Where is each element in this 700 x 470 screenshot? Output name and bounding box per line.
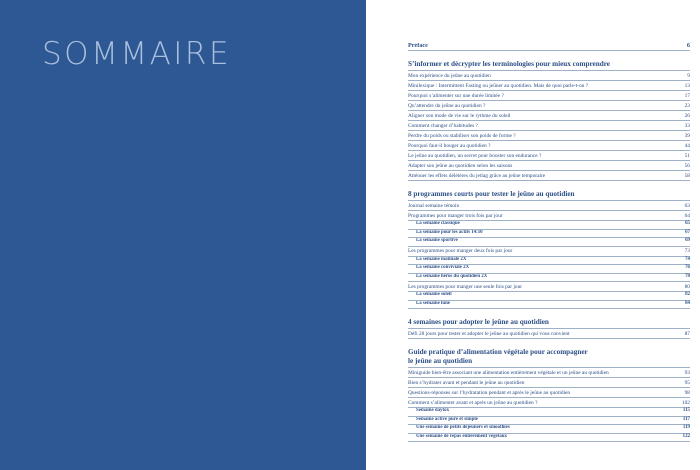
toc-section-title: [408, 190, 690, 201]
toc-section-title: [408, 348, 690, 368]
toc-entry-page: 80: [684, 283, 690, 290]
table-of-contents: [408, 40, 690, 442]
toc-entry[interactable]: [408, 141, 690, 151]
toc-entry-page: 39: [684, 132, 690, 139]
toc-entry-label: Qu’attendre du jeûne au quotidien ?: [408, 102, 486, 109]
toc-entry-label: Atténuer les effets délétères du jetlag grâce au jeûne temporaire: [408, 172, 546, 179]
toc-entry-page: 17: [684, 92, 690, 99]
toc-entry-page: 102: [681, 399, 690, 406]
toc-entry-label: Semaine active pure et simple: [416, 416, 478, 422]
toc-entry[interactable]: [408, 282, 690, 292]
toc-section-title-line: 8 programmes courts pour tester le jeûne au quotidien: [408, 190, 575, 198]
toc-entry-page: 76: [685, 265, 690, 271]
toc-entry[interactable]: [408, 388, 690, 398]
toc-entry[interactable]: [408, 329, 690, 339]
toc-entry-page: 56: [684, 162, 690, 169]
toc-entry[interactable]: [408, 81, 690, 91]
toc-entry-label: Programmes pour manger trois fois par jour: [408, 212, 503, 219]
toc-entry[interactable]: [408, 151, 690, 161]
toc-entry-page: 64: [684, 212, 690, 219]
toc-entry-page: 117: [682, 416, 690, 422]
toc-entry-page: 58: [684, 172, 690, 179]
toc-entry[interactable]: [408, 247, 690, 257]
toc-subentry[interactable]: [408, 257, 690, 266]
toc-entry-label: Bien s’hydrater avant et pendant le jeûne au quotidien: [408, 379, 525, 386]
toc-entry-page: 65: [685, 221, 690, 227]
toc-entry[interactable]: [408, 398, 690, 408]
toc-entry-page: 67: [685, 229, 690, 235]
toc-entry-label: Les programmes pour manger une seule fois par jour: [408, 283, 523, 290]
toc-entry-page: 82: [685, 292, 690, 298]
toc-subentry[interactable]: [408, 292, 690, 301]
toc-subentry[interactable]: [408, 221, 690, 230]
toc-entry-label: La semaine pour les actifs 14:10: [416, 229, 483, 235]
toc-entry-label: Pourquoi s’alimenter sur une durée limitée ?: [408, 92, 504, 99]
toc-entry-page: 51: [684, 152, 690, 159]
page-title: SOMMAIRE: [42, 36, 232, 72]
toc-entry-page: 23: [684, 102, 690, 109]
toc-section-title-line: 4 semaines pour adopter le jeûne au quotidien: [408, 318, 549, 326]
toc-section-title-line: le jeûne au quotidien: [408, 357, 473, 365]
toc-entry[interactable]: [408, 101, 690, 111]
toc-entry[interactable]: [408, 171, 690, 181]
toc-entry-label: Semaine daytox: [416, 408, 450, 414]
toc-entry[interactable]: [408, 121, 690, 131]
toc-subentry[interactable]: [408, 425, 690, 434]
toc-entry-label: La semaine sportive: [416, 238, 458, 244]
toc-entry-page: 63: [684, 202, 690, 209]
toc-entry-page: 33: [684, 122, 690, 129]
toc-entry-page: 84: [685, 300, 690, 306]
toc-entry-page: 78: [685, 273, 690, 279]
toc-subentry[interactable]: [408, 274, 690, 283]
toc-entry-label: La semaine conviviale 2X: [416, 265, 470, 271]
toc-entry-label: Préface: [408, 42, 428, 49]
toc-entry[interactable]: [408, 71, 690, 81]
toc-entry[interactable]: [408, 211, 690, 221]
toc-section-title-line: Guide pratique d’alimentation végétale pour accompagner: [408, 348, 588, 356]
toc-entry-page: 9: [687, 72, 690, 79]
toc-entry-preface[interactable]: [408, 40, 690, 51]
toc-entry-label: Journal semaine témoin: [408, 202, 460, 209]
toc-subentry[interactable]: [408, 434, 690, 443]
toc-subentry[interactable]: [408, 230, 690, 239]
toc-entry[interactable]: [408, 201, 690, 211]
toc-entry[interactable]: [408, 131, 690, 141]
toc-entry-page: 122: [682, 433, 690, 439]
toc-entry-page: 73: [684, 248, 690, 255]
toc-entry-page: 69: [685, 238, 690, 244]
toc-entry-page: 115: [682, 408, 690, 414]
toc-entry-label: La semaine lune: [416, 300, 450, 306]
toc-entry-label: La semaine héros du quotidien 2X: [416, 273, 488, 279]
toc-entry[interactable]: [408, 91, 690, 101]
toc-entry-page: 44: [684, 142, 690, 149]
toc-entry-page: 95: [684, 379, 690, 386]
toc-entry[interactable]: [408, 111, 690, 121]
toc-subentry[interactable]: [408, 417, 690, 426]
toc-sections: [408, 60, 690, 442]
toc-section-title-line: S’informer et décrypter les terminologies pour mieux comprendre: [408, 60, 610, 68]
toc-entry-page: 93: [684, 369, 690, 376]
toc-entry-label: Perdre du poids ou stabiliser son poids de forme ?: [408, 132, 516, 139]
toc-entry[interactable]: [408, 368, 690, 378]
toc-entry-label: Comment s’alimenter avant et après un jeûne au quotidien ?: [408, 399, 538, 406]
toc-entry-page: 74: [685, 256, 690, 262]
toc-entry-label: Mon expérience du jeûne au quotidien: [408, 72, 491, 79]
toc-entry-label: Une semaine de petits déjeuners et smoothies: [416, 425, 510, 431]
toc-entry-label: Miniguide bien-être associant une alimentation entièrement végétale et un jeûne au quotidien: [408, 369, 609, 376]
toc-entry-label: Le jeûne au quotidien, un secret pour booster son endurance ?: [408, 152, 542, 159]
toc-entry-label: Questions-réponses sur l’hydratation pendant et après le jeûne au quotidien: [408, 389, 571, 396]
toc-entry-label: Adapter son jeûne au quotidien selon les saisons: [408, 162, 513, 169]
toc-entry-label: Défi 28 jours pour tester et adopter le jeûne au quotidien qui vous convient: [408, 330, 570, 337]
toc-entry-label: La semaine matinale 2X: [416, 256, 467, 262]
toc-entry-page: 98: [684, 389, 690, 396]
toc-section-title: [408, 318, 690, 329]
toc-entry[interactable]: [408, 378, 690, 388]
toc-subentry[interactable]: [408, 238, 690, 247]
toc-section-title: [408, 60, 690, 71]
toc-entry-label: Les programmes pour manger deux fois par jour: [408, 248, 513, 255]
toc-subentry[interactable]: [408, 408, 690, 417]
toc-entry-label: La semaine classique: [416, 221, 460, 227]
toc-entry-page: 87: [684, 330, 690, 337]
toc-entry-label: Une semaine de repas entièrement végétaux: [416, 433, 507, 439]
toc-entry[interactable]: [408, 161, 690, 171]
toc-entry-label: Pourquoi faut-il bouger au quotidien ?: [408, 142, 491, 149]
toc-entry-label: Minilexique : Intermittent Fasting ou jeûner au quotidien. Mais de quoi parle-t-on ?: [408, 82, 589, 89]
toc-subentry[interactable]: [408, 301, 690, 310]
toc-entry-page: 119: [682, 425, 690, 431]
toc-subentry[interactable]: [408, 265, 690, 274]
toc-entry-page: 13: [684, 82, 690, 89]
toc-entry-label: Comment changer d’habitudes ?: [408, 122, 478, 129]
toc-entry-page: 6: [686, 41, 690, 49]
toc-entry-label: Aligner son mode de vie sur le rythme du soleil: [408, 112, 511, 119]
toc-entry-label: La semaine soleil: [416, 292, 452, 298]
toc-entry-page: 26: [684, 112, 690, 119]
